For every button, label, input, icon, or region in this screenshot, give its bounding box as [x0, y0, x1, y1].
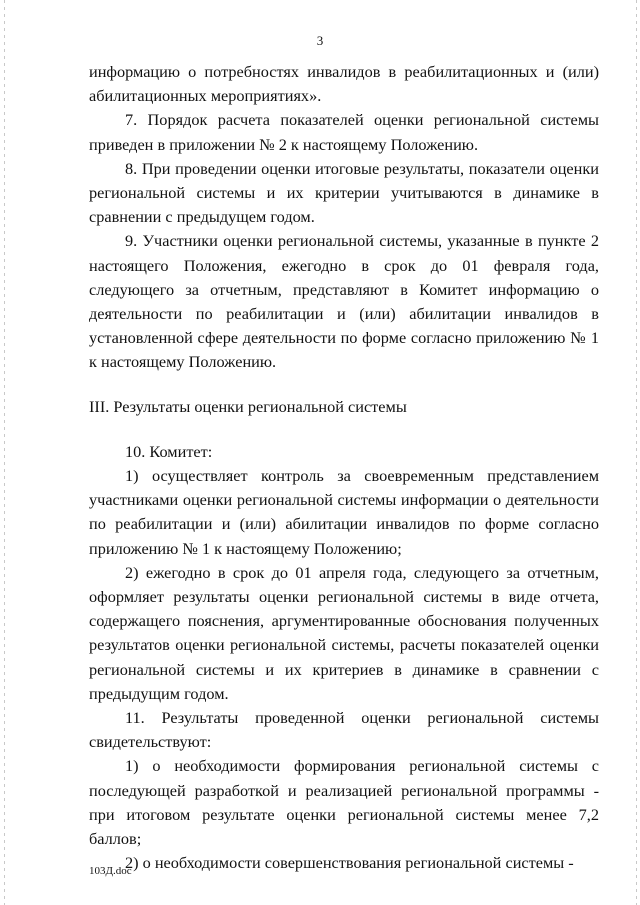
- paragraph-item-7: 7. Порядок расчета показателей оценки региональной системы приведен в приложении № 2 к настоящему Положению.: [89, 110, 599, 154]
- scan-edge-left: [4, 0, 5, 905]
- paragraph-continuation: информацию о потребностях инвалидов в реабилитационных и (или) абилитационных мероприятиях».: [89, 62, 599, 106]
- document-body: [89, 60, 599, 876]
- paragraph-item-10-2: 2) ежегодно в срок до 01 апреля года, следующего за отчетным, оформляет результаты оценки региональной системы в виде отчета, содержащего пояснения, аргументированные обоснования полученных результатов оценки региональной системы, расчеты показателей оценки региональной системы и их критериев в динамике в сравнении с предыдущим годом.: [89, 562, 599, 703]
- section-heading: III. Результаты оценки региональной системы: [89, 396, 407, 416]
- footer-filename: 103Д.doc: [89, 865, 132, 877]
- paragraph-item-10-1: 1) осуществляет контроль за своевременным представлением участниками оценки региональной системы информации о деятельности по реабилитации и (или) абилитации инвалидов по форме согласно приложению № 1 к настоящему Положению;: [89, 466, 599, 558]
- scan-edge-right: [636, 0, 637, 905]
- paragraph-item-11: 11. Результаты проведенной оценки региональной системы свидетельствуют:: [89, 708, 599, 752]
- paragraph-item-11-1: 1) о необходимости формирования региональной системы с последующей разработкой и реализацией региональной программы - при итоговом результате оценки региональной системы менее 7,2 баллов;: [89, 756, 599, 849]
- page-number: 3: [316, 33, 324, 48]
- paragraph-item-9: 9. Участники оценки региональной системы, указанные в пункте 2 настоящего Положения, ежегодно в срок до 01 февраля года, следующего за отчетным, представляют в Комитет информацию о деятельности по реабилитации и (или) абилитации инвалидов в установленной сфере деятельности по форме согласно приложению № 1 к настоящему Положению.: [89, 231, 599, 372]
- paragraph-item-8: 8. При проведении оценки итоговые результаты, показатели оценки региональной системы и их критерии учитываются в динамике в сравнении с предыдущем годом.: [89, 158, 599, 227]
- paragraph-item-11-2: 2) о необходимости совершенствования региональной системы -: [125, 853, 574, 873]
- paragraph-item-10: 10. Комитет:: [125, 441, 213, 461]
